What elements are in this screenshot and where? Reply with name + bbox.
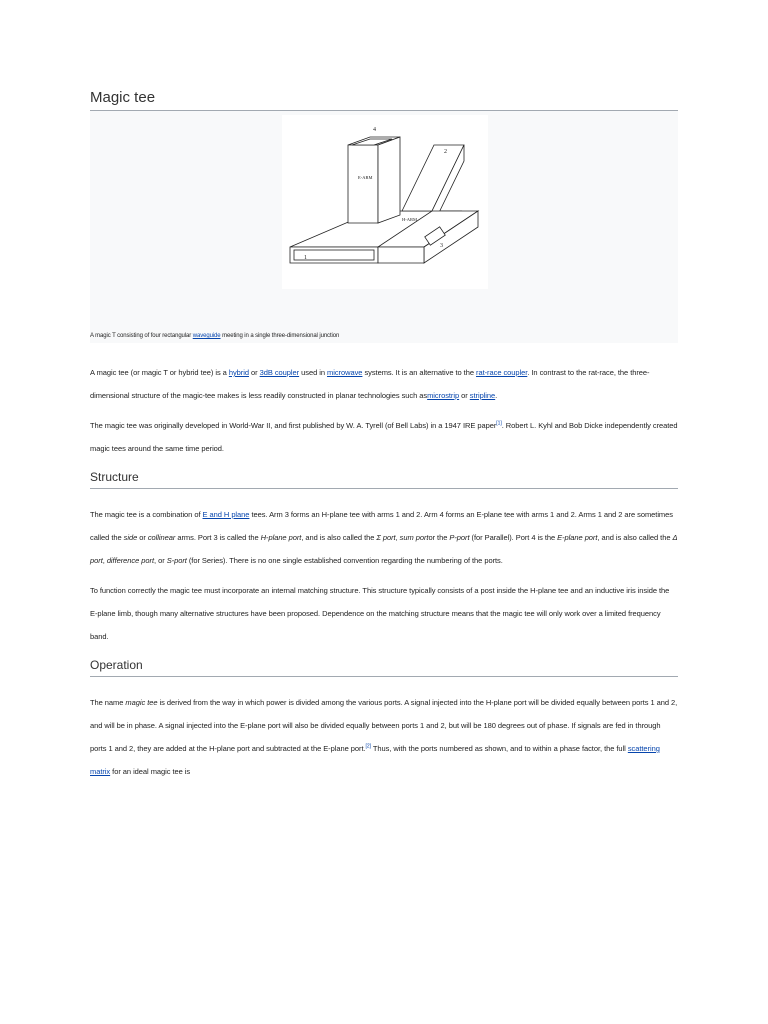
figure — [90, 111, 678, 343]
page-title: Magic tee — [90, 88, 678, 111]
magic-tee-diagram — [282, 115, 488, 289]
link-hybrid[interactable]: hybrid — [228, 368, 249, 377]
structure-paragraph-2: To function correctly the magic tee must incorporate an internal matching structure. This structure typically consists of a post inside the H-plane tee and an inductive iris inside the E-plane limb, though many alternative structures have been proposed. Dependence on the matching structure means that the magic tee will only work over a limited frequency band. — [90, 586, 670, 641]
intro-paragraph-1: A magic tee (or magic T or hybrid tee) is a hybrid or 3dB coupler used in microwave systems. It is an alternative to the rat-race coupler. In contrast to the rat-race, the three-dimensional structure of the magic-tee makes is less readily constructed in planar technologies such asmicrostrip or stripline. — [90, 368, 650, 400]
link-microstrip[interactable]: microstrip — [427, 391, 460, 400]
link-scattering-matrix[interactable]: scattering matrix — [90, 744, 660, 776]
h-arm-label: H-ARM — [402, 217, 418, 222]
link-stripline[interactable]: stripline — [469, 391, 496, 400]
link-rat-race-coupler[interactable]: rat-race coupler — [476, 368, 528, 377]
structure-paragraph-1: The magic tee is a combination of E and H plane tees. Arm 3 forms an H-plane tee with arms 1 and 2. Arm 4 forms an E-plane tee with arms 1 and 2. Arms 1 and 2 are sometimes called the side or collinear arms. Port 3 is called the H-plane port, and is also called the Σ port, sum portor the P-port (for Parallel). Port 4 is the E-plane port, and is also called the Δ port, difference port, or S-port (for Series). There is no one single established convention regarding the numbering of the ports. — [90, 510, 678, 565]
link-microwave[interactable]: microwave — [327, 368, 363, 377]
port-2-label: 2 — [444, 149, 447, 155]
article — [90, 88, 678, 783]
section-heading-operation: Operation — [90, 657, 678, 677]
port-3-label: 3 — [440, 243, 443, 249]
figure-caption: A magic T consisting of four rectangular waveguide meeting in a single three-dimensional junction — [90, 333, 340, 339]
port-4-label: 4 — [373, 127, 376, 133]
link-e-and-h-plane[interactable]: E and H plane — [202, 510, 250, 519]
intro-paragraph-2: The magic tee was originally developed in World-War II, and first published by W. A. Tyrell (of Bell Labs) in a 1947 IRE paper[1]. Robert L. Kyhl and Bob Dicke independently created magic tees around the same time period. — [90, 420, 678, 453]
section-heading-structure: Structure — [90, 469, 678, 489]
link-waveguide[interactable]: waveguide — [192, 333, 221, 339]
ref-1-link[interactable]: [1] — [496, 420, 502, 427]
link-3db-coupler[interactable]: 3dB coupler — [259, 368, 300, 377]
port-1-label: 1 — [304, 255, 307, 261]
ref-2-link[interactable]: [2] — [365, 743, 371, 750]
magic-tee-drawing — [282, 115, 488, 289]
operation-paragraph-1: The name magic tee is derived from the way in which power is divided among the various ports. A signal injected into the H-plane port will be divided equally between ports 1 and 2, and will be in phase. A signal injected into the E-plane port will also be divided equally between ports 1 and 2, but will be 180 degrees out of phase. If signals are fed in through ports 1 and 2, they are added at the H-plane port and subtracted at the E-plane port.[2] Thus, with the ports numbered as shown, and to within a phase factor, the full scattering matrix for an ideal magic tee is — [90, 698, 678, 776]
e-arm-label: E-ARM — [358, 175, 373, 180]
